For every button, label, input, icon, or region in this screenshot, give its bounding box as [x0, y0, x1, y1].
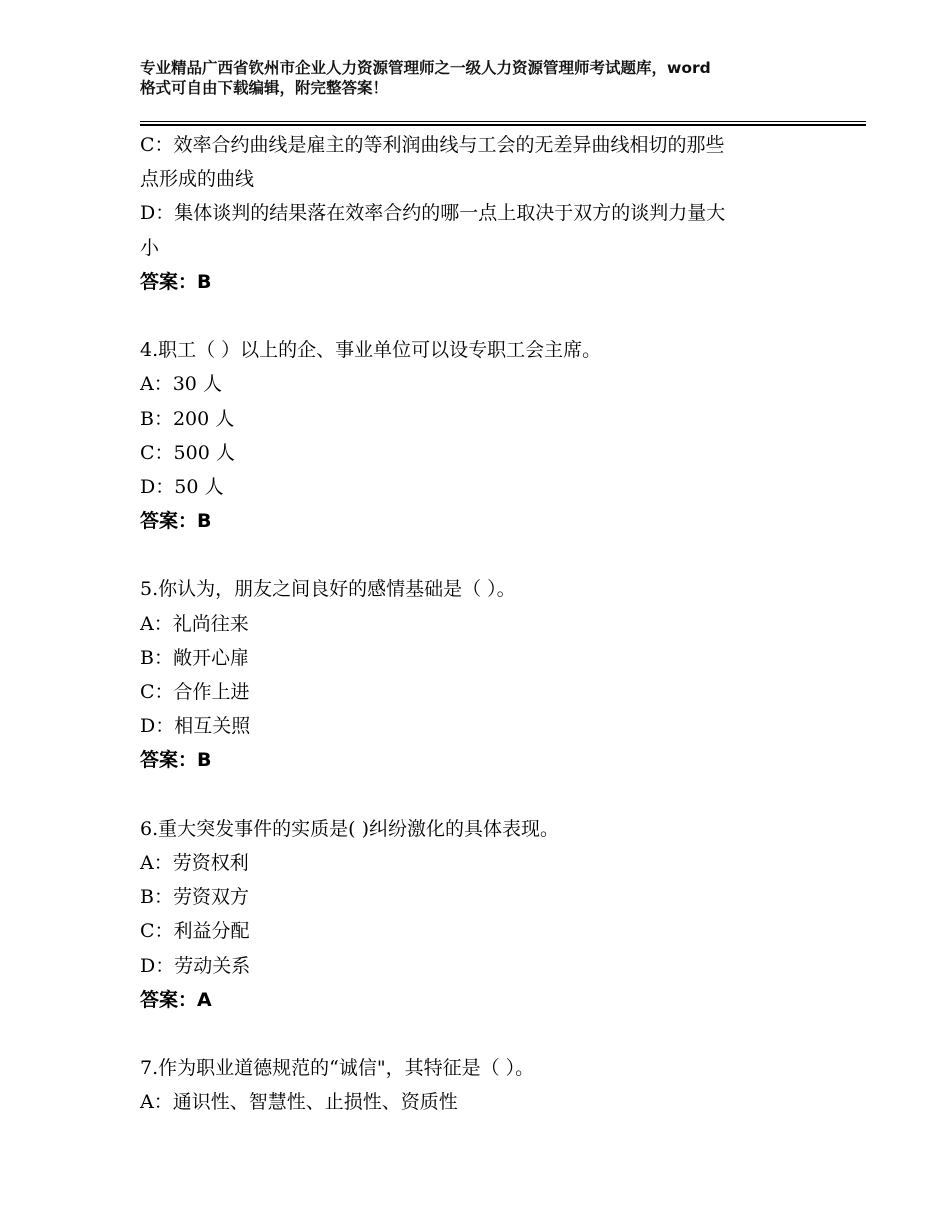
answer: 答案：B	[140, 270, 212, 293]
option-d-continued: 小	[140, 236, 160, 259]
question-3-continued	[140, 128, 820, 299]
option-a: A：通识性、智慧性、止损性、资质性	[140, 1091, 458, 1114]
question-content	[140, 128, 820, 1119]
answer: 答案：B	[140, 510, 212, 533]
option-b: B：200 人	[140, 407, 235, 430]
spacer	[140, 538, 820, 572]
option-d: D：相互关照	[140, 715, 251, 738]
header-title-line-2: 格式可自由下载编辑，附完整答案！	[140, 79, 389, 97]
option-c: C：500 人	[140, 441, 235, 464]
spacer	[140, 778, 820, 812]
option-c: C：利益分配	[140, 920, 250, 943]
question-4	[140, 333, 820, 538]
answer: 答案：A	[140, 988, 212, 1011]
option-c-continued: 点形成的曲线	[140, 168, 255, 191]
answer: 答案：B	[140, 749, 212, 772]
option-d: D：集体谈判的结果落在效率合约的哪一点上取决于双方的谈判力量大	[140, 202, 726, 225]
option-c: C：合作上进	[140, 681, 250, 703]
option-d: D：50 人	[140, 475, 224, 498]
question-5	[140, 572, 820, 777]
option-a: A：礼尚往来	[140, 612, 249, 635]
question-6	[140, 812, 820, 1017]
option-a: A：劳资权利	[140, 851, 249, 874]
question-stem: 4.职工（ ）以上的企、事业单位可以设专职工会主席。	[140, 339, 602, 362]
option-b: B：劳资双方	[140, 886, 249, 909]
option-c: C：效率合约曲线是雇主的等利润曲线与工会的无差异曲线相切的那些	[140, 134, 725, 156]
question-stem: 5.你认为，朋友之间良好的感情基础是（ ）。	[140, 578, 516, 601]
option-a: A：30 人	[140, 373, 222, 396]
header-title-line-1: 专业精品广西省钦州市企业人力资源管理师之一级人力资源管理师考试题库，word	[140, 59, 711, 77]
spacer	[140, 299, 820, 333]
page-header	[140, 58, 830, 98]
header-rule-thick	[140, 124, 866, 126]
spacer	[140, 1017, 820, 1051]
question-stem: 7.作为职业道德规范的“诚信"，其特征是（ ）。	[140, 1057, 535, 1080]
option-b: B：敞开心扉	[140, 646, 249, 669]
option-d: D：劳动关系	[140, 954, 251, 977]
question-stem: 6.重大突发事件的实质是( )纠纷激化的具体表现。	[140, 817, 559, 840]
question-7	[140, 1051, 820, 1119]
header-rule-thin	[140, 121, 866, 122]
